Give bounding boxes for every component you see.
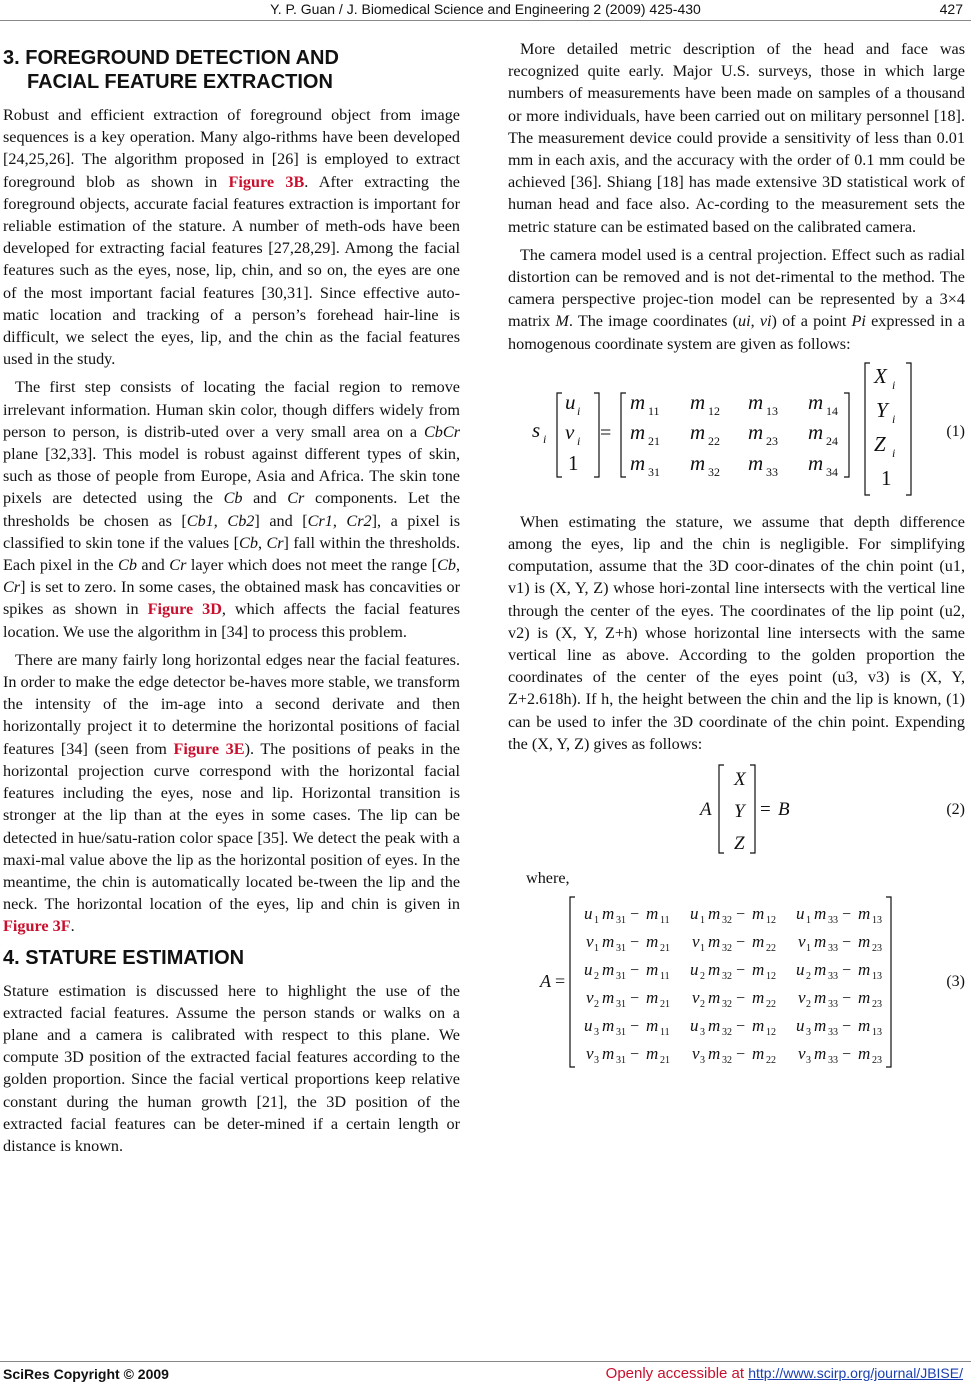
text-run: Robust and efficient extraction of foreground object from image sequences is a key operation. Many algo-rithms have been developed [24,25,26]. The algorithm proposed in [26] is employed to extract foreground blob as shown in: [3, 106, 460, 191]
text-run: The first step consists of locating the facial region to remove irrelevant information. Human skin color, though differs widely from person to person, is distrib-uted over a very small area on a: [3, 378, 460, 441]
svg-text:m: m: [808, 389, 824, 414]
svg-text:22: 22: [766, 943, 776, 955]
math-cb: Cb: [223, 489, 243, 508]
svg-text:1: 1: [568, 450, 579, 475]
svg-text:31: 31: [616, 999, 626, 1011]
svg-text:m: m: [752, 1044, 765, 1064]
math-cr-layer: Cr: [169, 556, 187, 575]
svg-text:Z: Z: [874, 431, 886, 456]
svg-text:i: i: [892, 411, 896, 426]
svg-text:m: m: [602, 960, 615, 980]
right-column: [508, 38, 965, 1081]
svg-text:2: 2: [806, 999, 811, 1011]
text-run: components. Let the thresholds be chosen as [: [3, 489, 460, 530]
svg-text:34: 34: [826, 464, 838, 479]
svg-text:−: −: [842, 962, 852, 980]
svg-text:31: 31: [616, 1027, 626, 1039]
svg-text:u: u: [584, 960, 593, 980]
svg-text:23: 23: [872, 1055, 882, 1067]
svg-text:s: s: [532, 417, 541, 442]
svg-text:23: 23: [872, 943, 882, 955]
svg-text:−: −: [630, 1046, 640, 1064]
svg-text:v: v: [692, 988, 700, 1008]
equation-3-graphic: [508, 895, 948, 1071]
text-run: .: [70, 917, 75, 936]
svg-text:33: 33: [766, 464, 778, 479]
svg-text:31: 31: [616, 971, 626, 983]
math-vi: vi: [759, 312, 772, 331]
svg-text:Y: Y: [876, 397, 888, 422]
svg-text:3: 3: [700, 1055, 705, 1067]
text-run: ). The positions of peaks in the horizontal projection curve correspond with the horizontal facial features including the eyes, nose and lip. Horizontal transition is stronger at the lip than at the eyes in some cases. The lip can be detected in hue/satu-ration color space [35]. We detect the peak with a maxi-mal value above the lip as the horizontal position of eyes. In the meantime, the chin is automatically located be-tween the lip and the neck. The horizontal location of the eyes, lip and chin is given in: [3, 739, 460, 914]
text-run: layer which does not meet the range [: [186, 556, 438, 575]
section4-paragraph-4: When estimating the stature, we assume that depth difference among the eyes, lip and the chin is negligible. For simplifying computation, assume that the 3D coor-dinates of the chin point (u1, v1) is (X, Y, Z) whose hori-zontal line intersects with the vertical line through the center of the eyes. The coordinates of the lip point (u2, v2) is (X, Y, Z+h) whose horizontal line intersects with the same vertical line as above. According to the golden proportion the coordinates of the center of the eyes point (u3, v3) is (X, Y, Z+2.618h). If h, the height between the chin and the lip is known, (1) can be used to infer the 3D coordinate of the chin point. Expending the (X, Y, Z) gives as follows:: [508, 512, 965, 753]
svg-text:32: 32: [722, 999, 732, 1011]
svg-text:=: =: [760, 799, 771, 821]
left-column: [3, 38, 460, 1163]
math-cr-value: Cr: [266, 533, 284, 552]
svg-text:v: v: [586, 932, 594, 952]
svg-text:33: 33: [828, 971, 838, 983]
text-run: , which affects the facial features location. We use the algorithm in [34] to process this problem.: [3, 600, 460, 641]
figure-3e-link[interactable]: Figure 3E: [173, 739, 245, 758]
svg-text:m: m: [602, 932, 615, 952]
svg-text:−: −: [736, 1046, 746, 1064]
svg-text:v: v: [565, 419, 575, 444]
svg-text:i: i: [577, 403, 581, 418]
svg-text:m: m: [690, 450, 706, 475]
svg-text:A: A: [700, 799, 712, 821]
figure-3d-link[interactable]: Figure 3D: [147, 600, 222, 619]
svg-text:3: 3: [594, 1027, 599, 1039]
svg-text:m: m: [630, 389, 646, 414]
svg-text:−: −: [630, 906, 640, 924]
svg-text:v: v: [798, 988, 806, 1008]
svg-text:23: 23: [766, 433, 778, 448]
svg-text:m: m: [602, 1044, 615, 1064]
svg-text:u: u: [584, 1016, 593, 1036]
svg-text:23: 23: [872, 999, 882, 1011]
section3-paragraph-3: [3, 649, 460, 938]
math-cr-range: Cr: [3, 578, 21, 597]
svg-text:i: i: [892, 377, 896, 392]
svg-text:32: 32: [722, 943, 732, 955]
svg-text:−: −: [630, 1018, 640, 1036]
text-run: There are many fairly long horizontal edges near the facial features. In order to make the edge detector be-haves more stable, we transform the intensity of the im-age into a second derivate and then horizontally project it to determine the horizontal positions of facial features [34] (seen from: [3, 650, 460, 758]
text-run: and: [136, 556, 170, 575]
svg-text:13: 13: [872, 1027, 882, 1039]
svg-text:m: m: [602, 988, 615, 1008]
svg-text:2: 2: [700, 971, 705, 983]
svg-text:u: u: [796, 960, 805, 980]
text-run: ] fall within the thresholds. Each pixel in the: [3, 533, 460, 575]
svg-text:2: 2: [594, 999, 599, 1011]
math-cr1: Cr1: [307, 511, 333, 530]
svg-text:33: 33: [828, 915, 838, 927]
svg-text:33: 33: [828, 943, 838, 955]
svg-text:v: v: [798, 932, 806, 952]
svg-text:m: m: [858, 904, 871, 924]
page-number: 427: [939, 1, 963, 17]
svg-text:13: 13: [872, 915, 882, 927]
svg-text:−: −: [736, 906, 746, 924]
where-label: where,: [526, 869, 570, 888]
section4-heading: 4. STATURE ESTIMATION: [3, 946, 245, 969]
svg-text:B: B: [778, 799, 790, 821]
svg-text:−: −: [736, 1018, 746, 1036]
svg-text:m: m: [708, 1044, 721, 1064]
svg-text:v: v: [586, 1044, 594, 1064]
svg-text:−: −: [842, 906, 852, 924]
math-cb-range: Cb: [437, 556, 456, 575]
equation-3: [508, 895, 965, 1071]
text-run: ,: [750, 312, 760, 331]
svg-text:11: 11: [660, 971, 670, 983]
text-run: The camera model used is a central projection. Effect such as radial distortion can be removed and is not det-rimental to the method. The camera perspective projec-tion model can be represented by a 3×4 matrix: [508, 245, 965, 331]
math-cb1: Cb1: [186, 511, 214, 530]
svg-text:12: 12: [708, 403, 720, 418]
svg-text:32: 32: [722, 1027, 732, 1039]
svg-text:1: 1: [700, 915, 705, 927]
figure-3b-link[interactable]: Figure 3B: [228, 172, 305, 191]
svg-text:m: m: [646, 988, 659, 1008]
section4-paragraph-2: More detailed metric description of the head and face was recognized quite early. Major U.S. surveys, those in which large numbers of measurements have been made on samples of a thousand or more individuals, have been carried out on military personnel [18]. The measurement device could provide a sensitivity of less than 0.01 mm in each axis, and the accuracy with the order of 0.1 mm could be achieved [36]. Shiang [18] has made extensive 3D statistical work of human head and face also. Ac-cording to the measurement sets the metric stature can be estimated based on the calibrated camera.: [508, 40, 965, 236]
svg-text:12: 12: [766, 915, 776, 927]
section3-heading-line1: 3. FOREGROUND DETECTION AND: [3, 47, 339, 69]
section3-paragraph-2: The first step consists of locating the facial region to remove irrelevant information. Human skin color, though differs widely from person to person, is distrib-uted over a very small area on a CbCr plane [32,33]. This model is robust against different types of skin, such as those of people from Europe, Asia and Africa. The skin tone pixels are detected using the Cb and Cr components. Let the thresholds be chosen as [Cb1, Cb2] and [Cr1, Cr2], a pixel is classified to skin tone if the values [Cb, Cr] fall within the thresholds. Each pixel in the Cb and Cr layer which does not meet the range [Cb, Cr] is set to zero. In some cases, the obtained mask has concavities or spikes as shown in Figure 3D, which affects the facial features location. We use the algorithm in [34] to process this problem.: [3, 378, 461, 641]
svg-text:1: 1: [806, 915, 811, 927]
svg-text:−: −: [630, 990, 640, 1008]
footer-access: [606, 1365, 963, 1382]
svg-text:m: m: [602, 904, 615, 924]
svg-text:−: −: [630, 934, 640, 952]
svg-text:24: 24: [826, 433, 838, 448]
text-run: ] and [: [254, 511, 308, 530]
svg-text:22: 22: [766, 1055, 776, 1067]
footer-access-text: Openly accessible at: [605, 1365, 749, 1382]
svg-text:12: 12: [766, 971, 776, 983]
svg-text:A: A: [540, 971, 551, 992]
math-m: M: [555, 312, 569, 331]
equation-2-number: (2): [946, 801, 965, 819]
svg-text:u: u: [690, 904, 699, 924]
svg-text:−: −: [842, 934, 852, 952]
svg-text:31: 31: [616, 1055, 626, 1067]
svg-text:m: m: [748, 419, 764, 444]
svg-text:31: 31: [648, 464, 660, 479]
svg-text:22: 22: [708, 433, 720, 448]
svg-text:u: u: [796, 904, 805, 924]
svg-text:3: 3: [806, 1055, 811, 1067]
svg-text:2: 2: [700, 999, 705, 1011]
svg-text:1: 1: [881, 465, 892, 490]
text-run: and: [242, 489, 288, 508]
svg-text:1: 1: [700, 943, 705, 955]
svg-text:v: v: [692, 1044, 700, 1064]
section3-heading-line2: FACIAL FEATURE EXTRACTION: [27, 71, 333, 93]
svg-text:−: −: [736, 990, 746, 1008]
svg-text:X: X: [734, 769, 746, 791]
text-run: . After extracting the foreground objects, accurate facial features extraction is important for reliable estimation of the stature. A number of meth-ods have been developed for extracting facial features [27,28,29]. Among the facial features such as the eyes, nose, lip, chin, and so on, the eyes are one of the most important facial features [30,31]. Since effective auto-matic location and tracking of a person’s forehead hair-line is difficult, we select the eyes, lip, and the chin as the facial features used in the study.: [3, 172, 460, 369]
math-cb2: Cb2: [227, 511, 255, 530]
svg-text:Y: Y: [734, 801, 745, 823]
text-run: ], a pixel is classified to skin tone if the values [: [3, 511, 461, 552]
svg-text:m: m: [858, 960, 871, 980]
svg-text:m: m: [630, 450, 646, 475]
journal-url-link[interactable]: http://www.scirp.org/journal/JBISE/: [748, 1365, 963, 1381]
text-run: . The image coordinates (: [568, 312, 739, 331]
footer-copyright: SciRes Copyright © 2009: [3, 1366, 169, 1382]
svg-text:i: i: [892, 445, 896, 460]
text-run: plane [32,33]. This model is robust against different types of skin, such as those of people from Europe, Asia and Africa. The skin tone pixels are detected using the: [3, 445, 460, 508]
svg-text:−: −: [736, 934, 746, 952]
math-cbcr-plane: CbCr: [424, 422, 460, 441]
math-ui: ui: [738, 312, 751, 331]
svg-text:m: m: [858, 932, 871, 952]
svg-text:m: m: [814, 1016, 827, 1036]
text-run: ) of a point: [771, 312, 852, 331]
header-rule: [0, 20, 971, 21]
svg-text:21: 21: [660, 999, 670, 1011]
svg-text:m: m: [646, 960, 659, 980]
svg-text:m: m: [708, 960, 721, 980]
text-run: expressed in a homogenous coordinate system are given as follows:: [508, 312, 965, 353]
svg-text:m: m: [752, 960, 765, 980]
math-cr2: Cr2: [346, 511, 372, 530]
svg-text:32: 32: [722, 1055, 732, 1067]
svg-text:m: m: [752, 1016, 765, 1036]
svg-text:33: 33: [828, 1055, 838, 1067]
equation-1: [508, 361, 965, 501]
svg-text:m: m: [708, 988, 721, 1008]
equation-3-number: (3): [946, 973, 965, 991]
svg-text:22: 22: [766, 999, 776, 1011]
svg-text:13: 13: [872, 971, 882, 983]
svg-text:m: m: [814, 904, 827, 924]
svg-text:1: 1: [806, 943, 811, 955]
svg-text:=: =: [600, 421, 612, 444]
svg-text:m: m: [602, 1016, 615, 1036]
svg-text:m: m: [646, 932, 659, 952]
svg-text:1: 1: [594, 943, 599, 955]
svg-text:21: 21: [660, 943, 670, 955]
svg-text:m: m: [752, 932, 765, 952]
section3-heading: [3, 46, 460, 94]
svg-text:m: m: [690, 389, 706, 414]
svg-text:i: i: [577, 433, 581, 448]
svg-text:m: m: [748, 389, 764, 414]
svg-text:u: u: [565, 389, 576, 414]
svg-text:i: i: [543, 431, 547, 446]
svg-text:u: u: [690, 1016, 699, 1036]
svg-text:m: m: [708, 932, 721, 952]
section4-paragraph-1: Stature estimation is discussed here to highlight the use of the extracted facial features. Assume the person stands or walks on a plane and a camera is calibrated with respect to this plane. We compute 3D position of the extracted facial features according to the golden proportion. Since the facial vertical proportions keep relative constant during the human growth [21], the 3D position of the extracted facial features can be deter-mined if a certain length or distance is known.: [3, 981, 460, 1155]
svg-text:32: 32: [708, 464, 720, 479]
svg-text:31: 31: [616, 943, 626, 955]
svg-text:−: −: [842, 1046, 852, 1064]
svg-text:11: 11: [660, 1027, 670, 1039]
svg-text:v: v: [586, 988, 594, 1008]
text-run: ] is set to zero. In some cases, the obtained mask has concavities or spikes as shown in: [3, 578, 460, 619]
svg-text:m: m: [690, 419, 706, 444]
svg-text:2: 2: [806, 971, 811, 983]
svg-text:m: m: [646, 1044, 659, 1064]
svg-text:m: m: [708, 904, 721, 924]
section4-paragraph-3: [508, 244, 965, 355]
svg-text:−: −: [842, 1018, 852, 1036]
svg-text:1: 1: [594, 915, 599, 927]
figure-3f-link[interactable]: Figure 3F: [3, 917, 71, 936]
section3-paragraph-1: [3, 104, 460, 370]
svg-text:m: m: [814, 960, 827, 980]
equation-2-graphic: [508, 761, 948, 857]
math-cb-layer: Cb: [118, 556, 137, 575]
svg-text:m: m: [814, 1044, 827, 1064]
running-title: Y. P. Guan / J. Biomedical Science and Engineering 2 (2009) 425-430: [270, 1, 701, 17]
svg-text:X: X: [874, 363, 887, 388]
svg-text:13: 13: [766, 403, 778, 418]
svg-text:u: u: [584, 904, 593, 924]
svg-text:14: 14: [826, 403, 838, 418]
svg-text:v: v: [692, 932, 700, 952]
svg-text:21: 21: [660, 1055, 670, 1067]
svg-text:m: m: [752, 904, 765, 924]
svg-text:u: u: [796, 1016, 805, 1036]
svg-text:=: =: [555, 971, 566, 992]
svg-text:m: m: [808, 419, 824, 444]
math-cb-value: Cb: [239, 533, 258, 552]
svg-text:u: u: [690, 960, 699, 980]
svg-text:12: 12: [766, 1027, 776, 1039]
svg-text:33: 33: [828, 1027, 838, 1039]
svg-text:m: m: [814, 932, 827, 952]
svg-text:31: 31: [616, 915, 626, 927]
svg-text:m: m: [814, 988, 827, 1008]
svg-text:3: 3: [806, 1027, 811, 1039]
footer-rule: [0, 1361, 971, 1362]
svg-text:m: m: [752, 988, 765, 1008]
svg-text:32: 32: [722, 971, 732, 983]
svg-text:33: 33: [828, 999, 838, 1011]
svg-text:2: 2: [594, 971, 599, 983]
svg-text:v: v: [798, 1044, 806, 1064]
math-pi: Pi: [851, 312, 866, 331]
math-cr: Cr: [287, 489, 305, 508]
svg-text:3: 3: [594, 1055, 599, 1067]
svg-text:m: m: [748, 450, 764, 475]
svg-text:Z: Z: [734, 833, 745, 855]
svg-text:21: 21: [648, 433, 660, 448]
svg-text:11: 11: [660, 915, 670, 927]
equation-1-graphic: [508, 361, 948, 501]
equation-2: [508, 761, 965, 857]
svg-text:m: m: [630, 419, 646, 444]
svg-text:−: −: [736, 962, 746, 980]
svg-text:−: −: [842, 990, 852, 1008]
svg-text:m: m: [708, 1016, 721, 1036]
svg-text:m: m: [808, 450, 824, 475]
svg-text:m: m: [858, 1044, 871, 1064]
svg-text:m: m: [646, 1016, 659, 1036]
svg-text:11: 11: [648, 403, 660, 418]
svg-text:32: 32: [722, 915, 732, 927]
equation-1-number: (1): [946, 422, 965, 440]
svg-text:m: m: [646, 904, 659, 924]
svg-text:m: m: [858, 1016, 871, 1036]
svg-text:m: m: [858, 988, 871, 1008]
svg-text:3: 3: [700, 1027, 705, 1039]
page-header: [0, 0, 971, 22]
svg-text:−: −: [630, 962, 640, 980]
